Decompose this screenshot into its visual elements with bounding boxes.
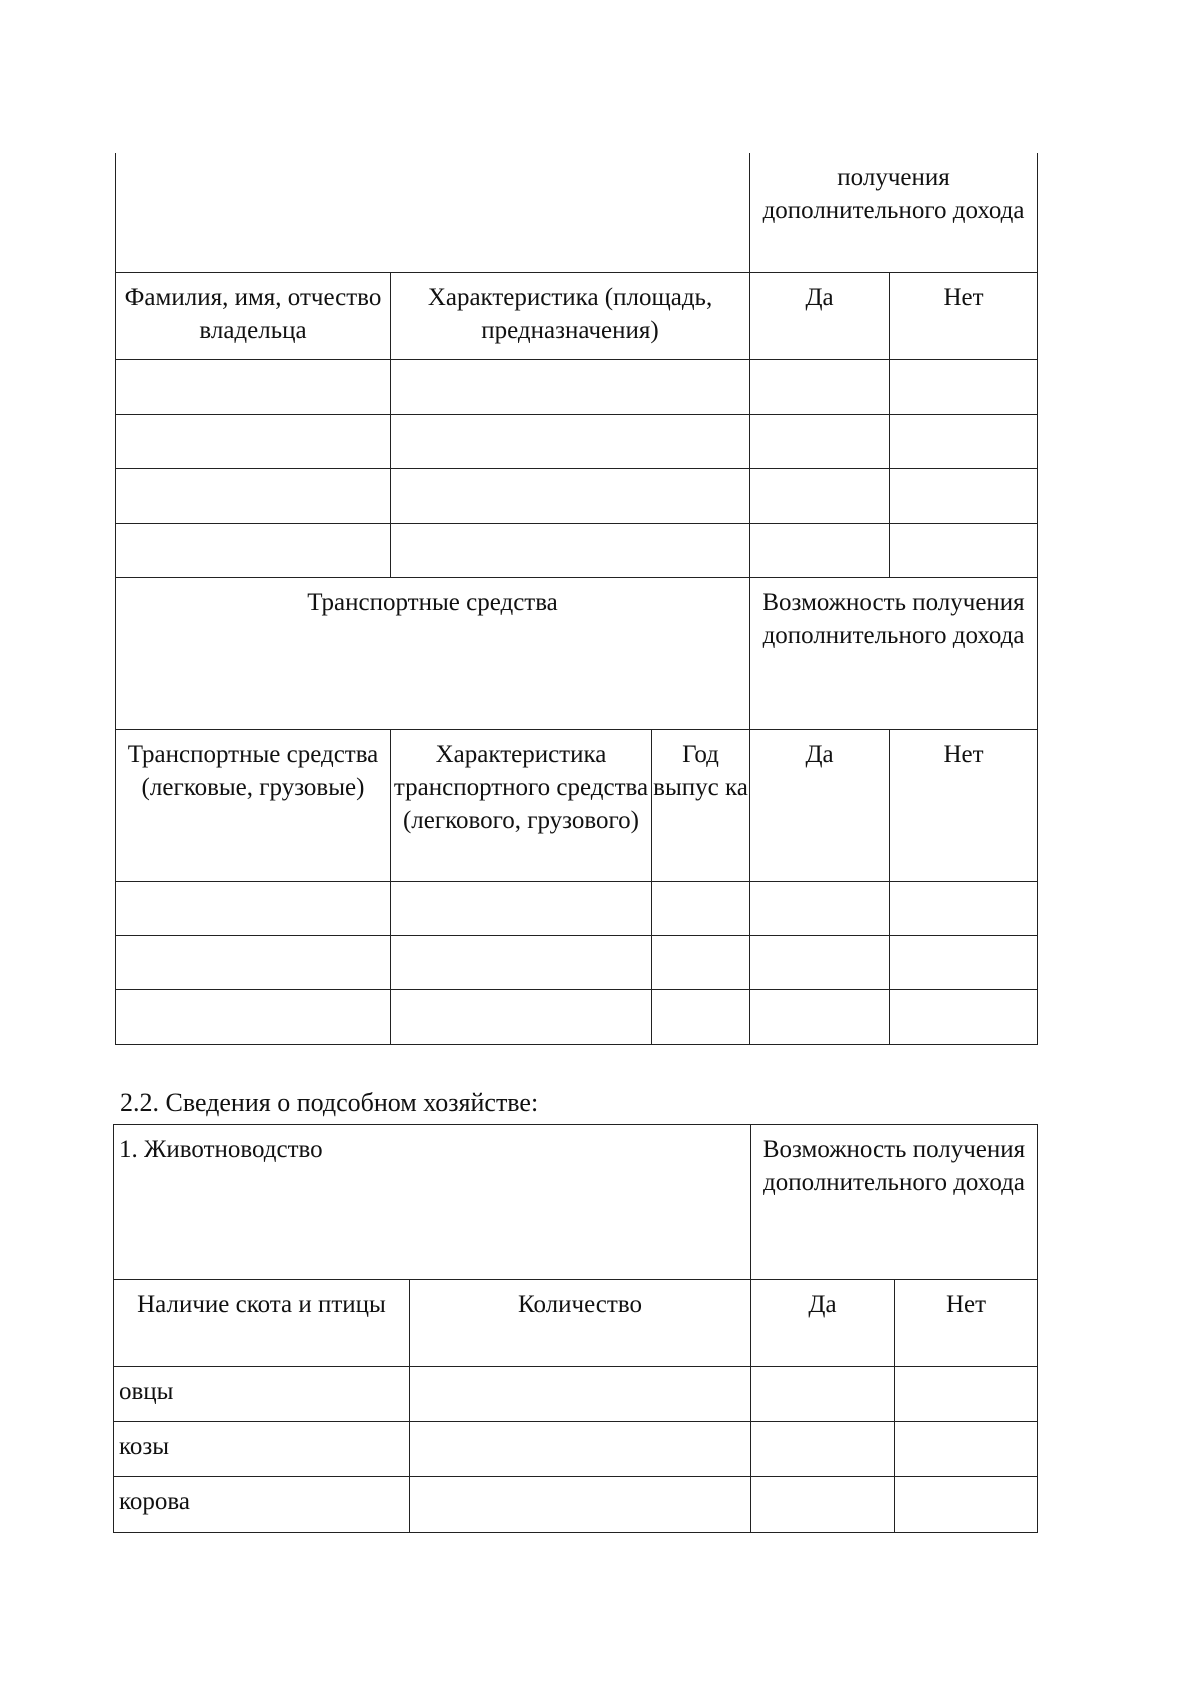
owner-header: Фамилия, имя, отчество владельца	[116, 272, 391, 359]
yes-cell[interactable]	[751, 1477, 895, 1533]
characteristic-cell[interactable]	[391, 359, 750, 414]
owner-cell[interactable]	[116, 359, 391, 414]
owner-cell[interactable]	[116, 468, 391, 523]
transport-title-cell: Транспортные средства	[116, 577, 750, 729]
yes-cell[interactable]	[751, 1422, 895, 1477]
yes-header: Да	[750, 729, 890, 881]
yes-cell[interactable]	[750, 881, 890, 935]
transport-income-cell: Возможность получения дополнительного дохода	[750, 577, 1038, 729]
year-cell[interactable]	[652, 881, 750, 935]
vehicle-characteristic-cell[interactable]	[391, 989, 652, 1044]
section-title: 2.2. Сведения о подсобном хозяйстве:	[120, 1088, 539, 1117]
yes-cell[interactable]	[750, 523, 890, 577]
animal-label: козы	[114, 1422, 410, 1477]
no-cell[interactable]	[890, 359, 1038, 414]
yes-cell[interactable]	[750, 468, 890, 523]
vehicle-characteristic-cell[interactable]	[391, 881, 652, 935]
quantity-cell[interactable]	[410, 1477, 751, 1533]
animal-label: корова	[114, 1477, 410, 1533]
characteristic-cell[interactable]	[391, 523, 750, 577]
yes-cell[interactable]	[750, 935, 890, 989]
table-row	[116, 414, 1038, 468]
property-table	[115, 153, 1038, 1045]
owner-cell[interactable]	[116, 414, 391, 468]
yes-cell[interactable]	[750, 359, 890, 414]
table-row	[116, 468, 1038, 523]
no-cell[interactable]	[890, 468, 1038, 523]
year-cell[interactable]	[652, 989, 750, 1044]
no-cell[interactable]	[895, 1367, 1038, 1422]
table-row	[116, 523, 1038, 577]
table-row	[116, 359, 1038, 414]
yes-cell[interactable]	[750, 414, 890, 468]
income-possibility-cell: получения дополнительного дохода	[750, 153, 1038, 272]
no-cell[interactable]	[890, 414, 1038, 468]
vehicle-cell[interactable]	[116, 935, 391, 989]
table-row	[116, 881, 1038, 935]
no-cell[interactable]	[890, 989, 1038, 1044]
table-row	[114, 1477, 1038, 1533]
vehicles-header: Транспортные средства (легковые, грузовые)	[116, 729, 391, 881]
yes-header: Да	[750, 272, 890, 359]
no-cell[interactable]	[890, 881, 1038, 935]
no-cell[interactable]	[890, 523, 1038, 577]
vehicle-cell[interactable]	[116, 881, 391, 935]
quantity-cell[interactable]	[410, 1422, 751, 1477]
livestock-income-cell: Возможность получения дополнительного дохода	[751, 1125, 1038, 1280]
no-header: Нет	[895, 1280, 1038, 1367]
characteristic-cell[interactable]	[391, 414, 750, 468]
animal-label: овцы	[114, 1367, 410, 1422]
owner-cell[interactable]	[116, 523, 391, 577]
livestock-title-cell: 1. Животноводство	[114, 1125, 751, 1280]
characteristic-header: Характеристика (площадь, предназначения)	[391, 272, 750, 359]
quantity-cell[interactable]	[410, 1367, 751, 1422]
no-header: Нет	[890, 729, 1038, 881]
no-cell[interactable]	[895, 1422, 1038, 1477]
quantity-header: Количество	[410, 1280, 751, 1367]
empty-top-cell	[116, 153, 750, 272]
no-cell[interactable]	[895, 1477, 1038, 1533]
year-cell[interactable]	[652, 935, 750, 989]
table-row	[114, 1422, 1038, 1477]
characteristic-cell[interactable]	[391, 468, 750, 523]
table-row	[114, 1367, 1038, 1422]
no-cell[interactable]	[890, 935, 1038, 989]
year-header: Год выпус ка	[652, 729, 750, 881]
vehicle-characteristic-header: Характеристика транспортного средства (легкового, грузового)	[391, 729, 652, 881]
yes-cell[interactable]	[750, 989, 890, 1044]
table-row	[116, 989, 1038, 1044]
availability-header: Наличие скота и птицы	[114, 1280, 410, 1367]
no-header: Нет	[890, 272, 1038, 359]
vehicle-cell[interactable]	[116, 989, 391, 1044]
vehicle-characteristic-cell[interactable]	[391, 935, 652, 989]
yes-header: Да	[751, 1280, 895, 1367]
yes-cell[interactable]	[751, 1367, 895, 1422]
table-row	[116, 935, 1038, 989]
livestock-table	[113, 1124, 1038, 1533]
